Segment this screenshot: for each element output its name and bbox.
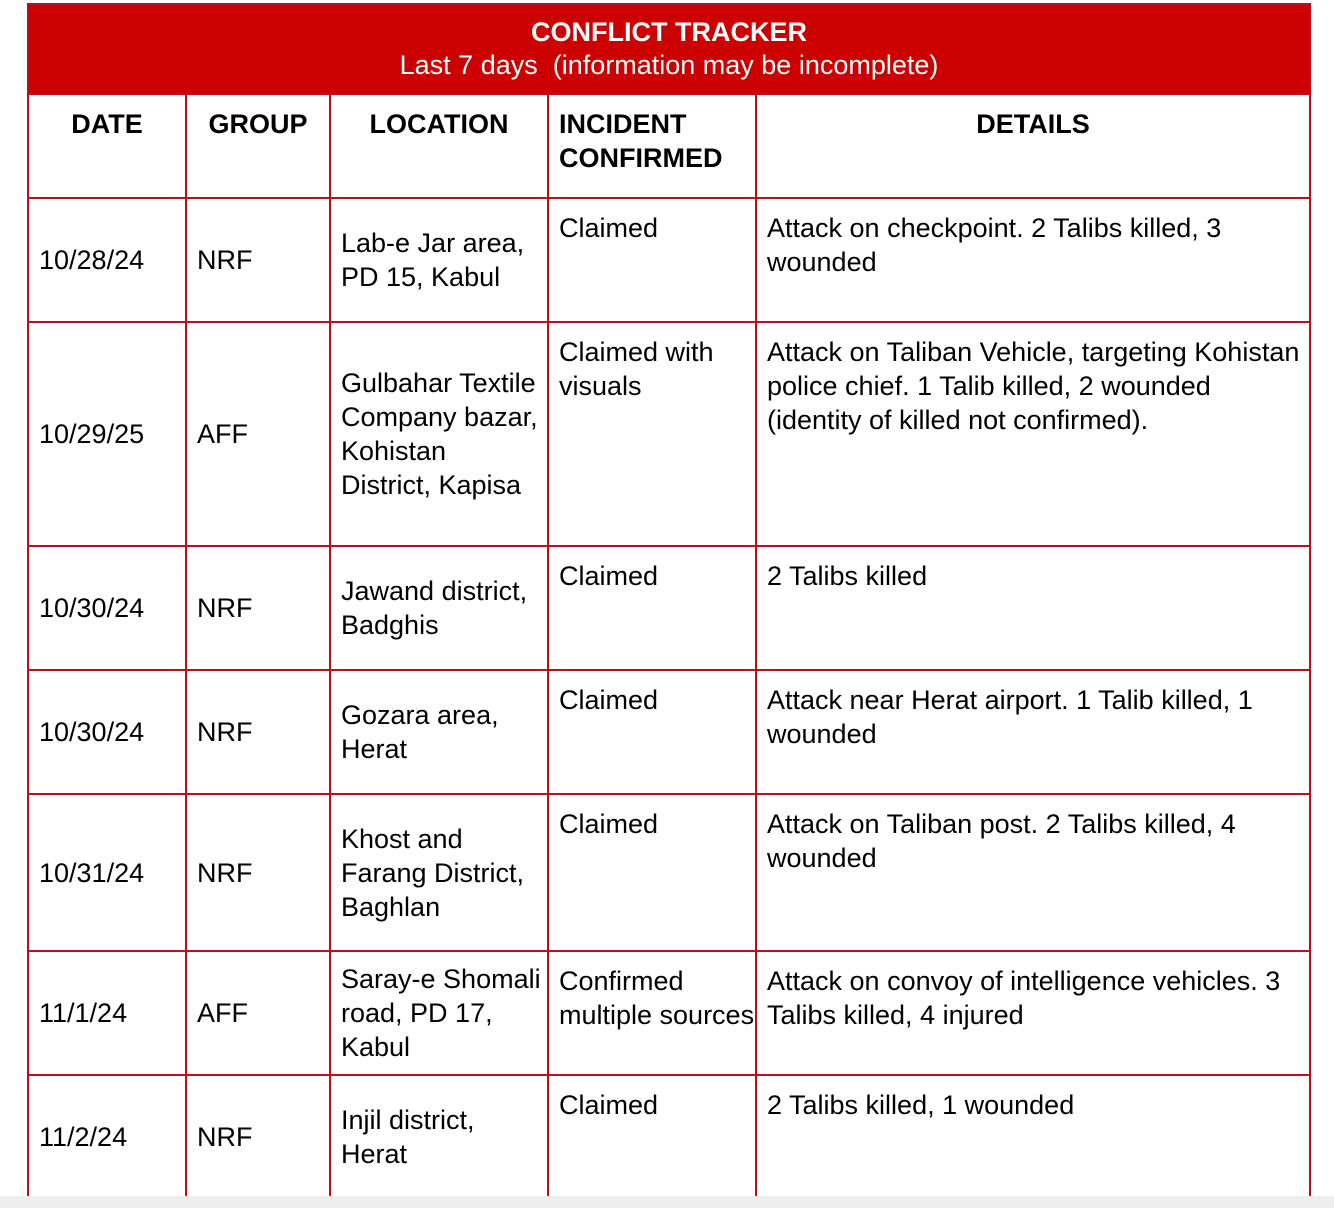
table-row [28,1075,1310,1199]
cell-date: 10/31/24 [28,794,186,951]
cell-details: 2 Talibs killed, 1 wounded [756,1075,1310,1199]
cell-group: NRF [186,546,330,670]
cell-location: Jawand district, Badghis [330,546,548,670]
cell-date: 11/2/24 [28,1075,186,1199]
table-row [28,322,1310,546]
cell-group: NRF [186,198,330,322]
table-title: CONFLICT TRACKER [531,17,808,47]
cell-incident-confirmed: Claimed [548,794,756,951]
column-header-group: GROUP [186,94,330,198]
cell-incident-confirmed: Claimed [548,670,756,794]
cell-group: NRF [186,1075,330,1199]
cell-incident-confirmed: Confirmed multiple sources [548,951,756,1075]
cell-location: Gulbahar Textile Company bazar, Kohistan District, Kapisa [330,322,548,546]
table-row [28,198,1310,322]
cell-incident-confirmed: Claimed [548,198,756,322]
banner-row [28,4,1310,94]
cell-date: 10/29/25 [28,322,186,546]
cell-location: Khost and Farang District, Baghlan [330,794,548,951]
cell-details: Attack on Taliban Vehicle, targeting Kohistan police chief. 1 Talib killed, 2 wounded (identity of killed not confirmed). [756,322,1310,546]
table-row [28,794,1310,951]
cell-location: Injil district, Herat [330,1075,548,1199]
cell-date: 10/28/24 [28,198,186,322]
header-row [28,94,1310,198]
cell-details: Attack on checkpoint. 2 Talibs killed, 3 wounded [756,198,1310,322]
cell-location: Gozara area, Herat [330,670,548,794]
column-header-details: DETAILS [756,94,1310,198]
cell-group: NRF [186,670,330,794]
cell-incident-confirmed: Claimed [548,546,756,670]
table-banner [28,4,1310,94]
table-subtitle: Last 7 days (information may be incomplete) [399,50,939,80]
cell-details: Attack on Taliban post. 2 Talibs killed, 4 wounded [756,794,1310,951]
column-header-location: LOCATION [330,94,548,198]
page-bottom-edge [0,1196,1334,1208]
column-header-incident-confirmed: INCIDENT CONFIRMED [548,94,756,198]
cell-date: 10/30/24 [28,546,186,670]
cell-date: 11/1/24 [28,951,186,1075]
cell-incident-confirmed: Claimed [548,1075,756,1199]
cell-details: Attack near Herat airport. 1 Talib killed, 1 wounded [756,670,1310,794]
cell-details: Attack on convoy of intelligence vehicles. 3 Talibs killed, 4 injured [756,951,1310,1075]
cell-location: Lab-e Jar area, PD 15, Kabul [330,198,548,322]
table-row [28,546,1310,670]
cell-location: Saray-e Shomali road, PD 17, Kabul [330,951,548,1075]
conflict-tracker-table [27,3,1311,1200]
cell-group: AFF [186,951,330,1075]
cell-incident-confirmed: Claimed with visuals [548,322,756,546]
table-row [28,951,1310,1075]
cell-group: NRF [186,794,330,951]
cell-date: 10/30/24 [28,670,186,794]
cell-group: AFF [186,322,330,546]
column-header-date: DATE [28,94,186,198]
table-row [28,670,1310,794]
cell-details: 2 Talibs killed [756,546,1310,670]
